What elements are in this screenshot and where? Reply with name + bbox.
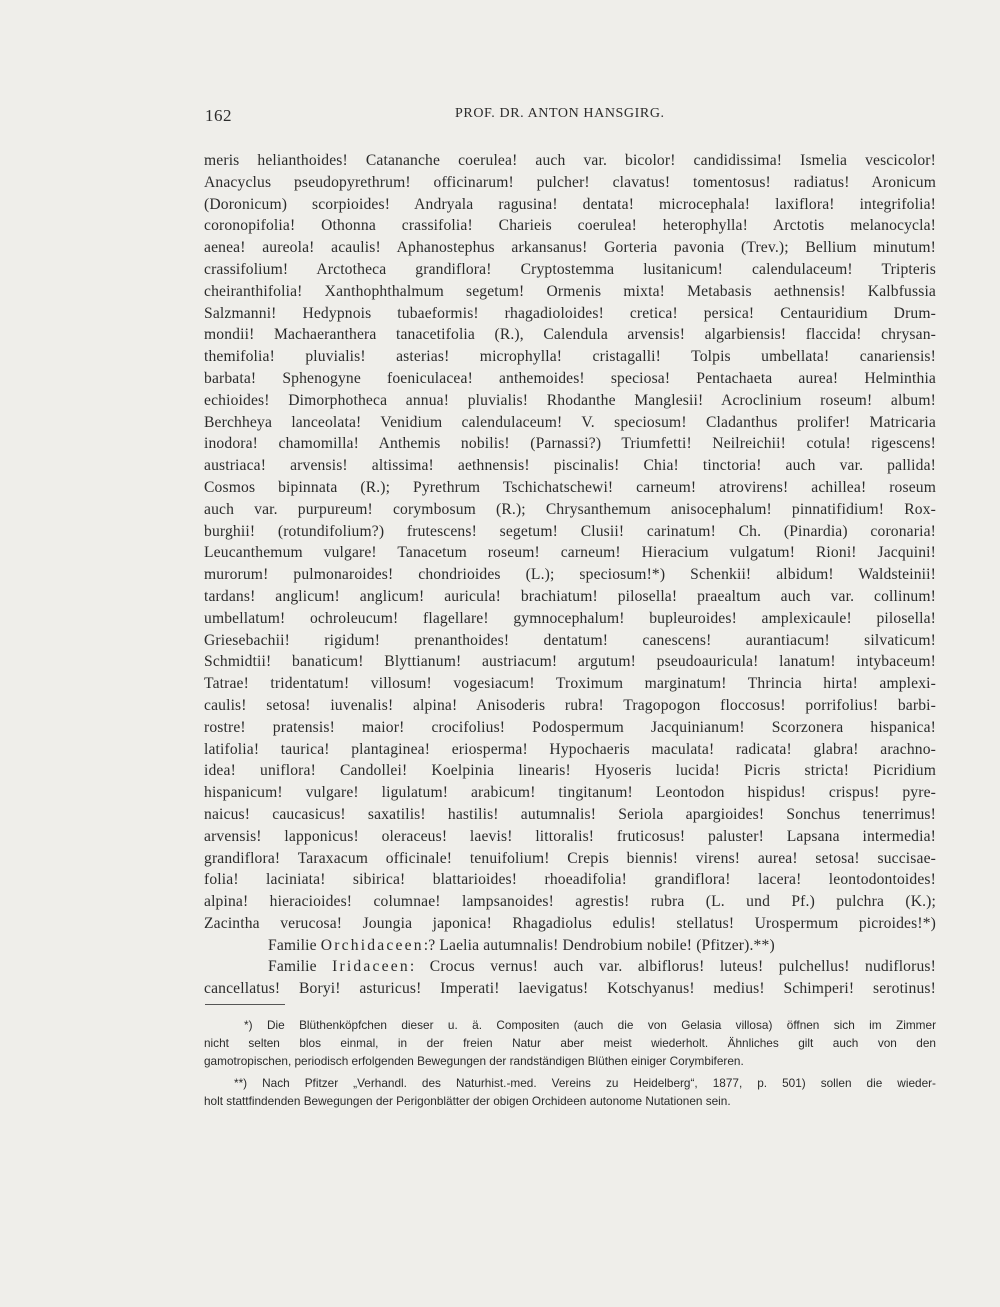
text-line: alpina! hieracioides! columnae! lampsanoides! agrestis! rubra (L. und Pf.) pulchra (K.); [204, 893, 936, 911]
text-line: (Doronicum) scorpioides! Andryala ragusina! dentata! microcephala! laxiflora! integrifolia! [204, 195, 936, 213]
footnotes [204, 1016, 936, 1110]
footnote-rule [205, 1004, 285, 1005]
text-line: Leucanthemum vulgare! Tanacetum roseum! carneum! Hieracium vulgatum! Rioni! Jacquini! [204, 544, 936, 562]
text-line: aenea! aureola! acaulis! Aphanostephus arkansanus! Gorteria pavonia (Trev.); Bellium minutum! [204, 239, 936, 257]
footnote-line: nicht selten blos einmal, in der freien Natur aber meist wiederholt. Ähnliches gilt auch von den [204, 1036, 936, 1050]
running-head: PROF. DR. ANTON HANSGIRG. [455, 106, 665, 121]
family-prefix: Familie [268, 936, 321, 954]
footnote-line [204, 1074, 936, 1092]
text-line: cancellatus! Boryi! asturicus! Imperati! laevigatus! Kotschyanus! medius! Schimperi! serotinus! [204, 980, 936, 998]
text-line: Tatrae! tridentatum! villosum! vogesiacum! Troximum marginatum! Thrincia hirta! amplexi- [204, 675, 936, 693]
text-line: inodora! chamomilla! Anthemis nobilis! (Parnassi?) Triumfetti! Neilreichii! cotula! rigescens! [204, 435, 936, 453]
text-line: hispanicum! vulgare! ligulatum! arabicum! tingitanum! Leontodon hispidus! crispus! pyre- [204, 784, 936, 802]
text-line: Cosmos bipinnata (R.); Pyrethrum Tschichatschewi! carneum! atrovirens! achillea! roseum [204, 478, 936, 496]
page-header [205, 106, 935, 130]
family-list: : Crocus vernus! auch var. albiflorus! luteus! pulchellus! nudiflorus! [409, 958, 936, 976]
text-line: themifolia! pluvialis! asterias! microphylla! cristagalli! Tolpis umbellata! canariensis! [204, 348, 936, 366]
text-line: grandiflora! Taraxacum officinale! tenuifolium! Crepis biennis! virens! aurea! setosa! succisae- [204, 849, 936, 867]
orchid-family-line [204, 935, 936, 957]
footnote-line: holt stattfindenden Bewegungen der Perigonblätter der obigen Orchideen autonome Nutationen sein. [204, 1094, 731, 1108]
footnote-line: gamotropischen, periodisch erfolgenden Bewegungen der randständigen Blüthen einiger Corymbiferen. [204, 1054, 744, 1068]
text-line: barbata! Sphenogyne foeniculacea! anthemoides! speciosa! Pentachaeta aurea! Helminthia [204, 369, 936, 387]
text-line: Griesebachii! rigidum! prenanthoides! dentatum! canescens! aurantiacum! silvaticum! [204, 631, 936, 649]
family-name-orchidaceen: Orchidaceen [320, 936, 424, 954]
text-line: tardans! anglicum! anglicum! auricula! brachiatum! pilosella! praealtum auch var. collinum! [204, 587, 936, 605]
text-line: folia! laciniata! sibirica! blattarioides! rhoeadifolia! grandiflora! lacera! leontodontoides! [204, 871, 936, 889]
text-line: naicus! caucasicus! saxatilis! hastilis! autumnalis! Seriola apargioides! Sonchus tenerrimus! [204, 805, 936, 823]
text-line: burghii! (rotundifolium?) frutescens! segetum! Clusii! carinatum! Ch. (Pinardia) coronaria! [204, 522, 936, 540]
body-text [204, 150, 936, 1000]
text-line: umbellatum! ochroleucum! flagellare! gymnocephalum! bupleuroides! amplexicaule! pilosella! [204, 609, 936, 627]
footnote-text: Die Blüthenköpfchen dieser u. ä. Compositen (auch die von Gelasia villosa) öffnen sich im Zimmer [266, 1018, 936, 1032]
footnote-line [204, 1016, 936, 1034]
text-line: auch var. purpureum! corymbosum (R.); Chrysanthemum anisocephalum! pinnatifidium! Rox- [204, 500, 936, 518]
footnote-marker: *) [244, 1018, 253, 1032]
text-line: meris helianthoides! Catananche coerulea! auch var. bicolor! candidissima! Ismelia vescicolor! [204, 152, 936, 169]
text-line: mondii! Machaeranthera tanacetifolia (R.), Calendula arvensis! algarbiensis! flaccida! chrysan- [204, 326, 936, 344]
footnote-2 [204, 1074, 936, 1110]
text-line: Zacintha verucosa! Joungia japonica! Rhagadiolus edulis! stellatus! Urospermum picroides!*) [204, 914, 936, 932]
text-line: caulis! setosa! iuvenalis! alpina! Anisoderis rubra! Tragopogon floccosus! porrifolius! barbi- [204, 696, 936, 714]
family-prefix: Familie [268, 958, 333, 976]
text-line: murorum! pulmonaroides! chondrioides (L.); speciosum!*) Schenkii! albidum! Waldsteinii! [204, 566, 936, 584]
footnote-marker: **) [234, 1076, 248, 1090]
text-line: latifolia! taurica! plantaginea! eriosperma! Hypochaeris maculata! radicata! glabra! arachno- [204, 740, 936, 758]
irid-family-line [204, 956, 936, 978]
text-line: arvensis! lapponicus! oleraceus! laevis! littoralis! fruticosus! paluster! Lapsana intermedia! [204, 827, 936, 845]
family-name-iridaceen: Iridaceen [332, 958, 410, 976]
text-line: austriaca! arvensis! altissima! aethnensis! piscinalis! Chia! tinctoria! auch var. pallida! [204, 457, 936, 475]
text-line: crassifolium! Arctotheca grandiflora! Cryptostemma lusitanicum! calendulaceum! Tripteris [204, 260, 936, 278]
family-list: :? Laelia autumnalis! Dendrobium nobile! (Pfitzer).**) [423, 936, 775, 954]
text-line: cheiranthifolia! Xanthophthalmum segetum! Ormenis mixta! Metabasis aethnensis! Kalbfussia [204, 282, 936, 300]
text-line: rostre! pratensis! maior! crocifolius! Podospermum Jacquinianum! Scorzonera hispanica! [204, 718, 936, 736]
text-line: echioides! Dimorphotheca annua! pluvialis! Rhodanthe Manglesii! Acroclinium roseum! album! [204, 391, 936, 409]
footnote-1 [204, 1016, 936, 1070]
footnote-text: Nach Pfitzer „Verhandl. des Naturhist.-med. Vereins zu Heidelberg“, 1877, p. 501) sollen die wieder- [262, 1076, 936, 1090]
text-line: Schmidtii! banaticum! Blyttianum! austriacum! argutum! pseudoauricula! lanatum! intybaceum! [204, 653, 936, 671]
text-line: coronopifolia! Othonna crassifolia! Charieis coerulea! heterophylla! Arctotis melanocycla! [204, 217, 936, 235]
page-number: 162 [205, 106, 232, 125]
text-line: idea! uniflora! Candollei! Koelpinia linearis! Hyoseris lucida! Picris stricta! Picridium [204, 762, 936, 780]
text-line: Berchheya lanceolata! Venidium calendulaceum! V. speciosum! Cladanthus prolifer! Matricaria [204, 413, 936, 431]
text-line: Anacyclus pseudopyrethrum! officinarum! pulcher! clavatus! tomentosus! radiatus! Aronicum [204, 173, 936, 191]
text-line: Salzmanni! Hedypnois tubaeformis! rhagadioloides! cretica! persica! Centauridium Drum- [204, 304, 936, 322]
